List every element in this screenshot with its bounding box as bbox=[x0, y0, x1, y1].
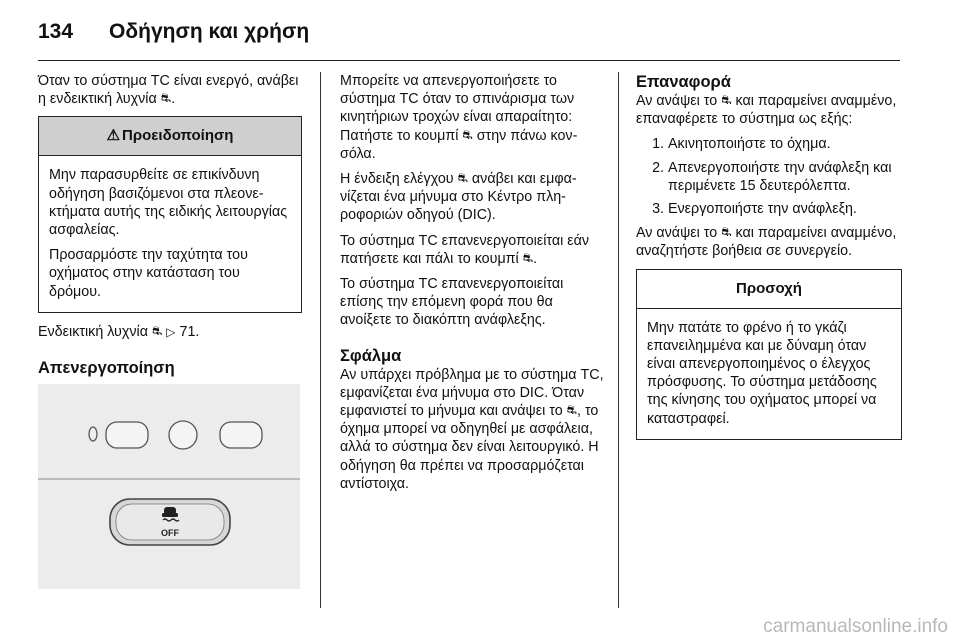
list-item: 3. Ενεργοποιήστε την ανάφλεξη. bbox=[668, 200, 902, 218]
page-title: Οδήγηση και χρήση bbox=[109, 20, 310, 43]
reset-paragraph: Αν ανάψει το ⛐ και παραμείνει αναμμένο, επαναφέρετε το σύστημα ως εξής: bbox=[636, 93, 897, 128]
indicator-light-icon bbox=[89, 427, 97, 441]
warning-triangle-icon: ⚠ bbox=[106, 127, 121, 145]
traction-control-off-icon: ⛐ bbox=[457, 171, 468, 186]
page-number: 134 bbox=[38, 20, 74, 43]
traction-control-icon: ⛐ bbox=[151, 323, 163, 338]
console-button-icon bbox=[220, 422, 262, 448]
warning-paragraph-2: Προσαρμόστε την ταχύτητα του οχήματος στην κατάσταση του δρόμου. bbox=[49, 247, 248, 300]
intro-paragraph: Όταν το σύστημα TC είναι ενεργό, ανάβει η ενδεικτική λυχνία ⛐. bbox=[38, 73, 299, 108]
list-item: 1. Ακινητοποιήστε το όχημα. bbox=[668, 135, 902, 153]
console-round-button-icon bbox=[169, 421, 197, 449]
caution-box-body bbox=[637, 309, 901, 439]
column-middle bbox=[340, 72, 604, 500]
traction-control-icon: ⛐ bbox=[721, 93, 732, 107]
section-heading-reset: Επαναφορά bbox=[636, 73, 731, 91]
reference-arrow-icon: ▷ bbox=[166, 324, 176, 339]
caution-paragraph: Μην πατάτε το φρένο ή το γκάζι επανειλημμένα και με δύναμη όταν είναι απενεργοποιημένος ο έλεγχος πρόσφυσης. Το σύστημα μετάδοσης της κίνησης του οχήματος μπορεί να καταστραφεί. bbox=[647, 319, 877, 427]
tc-off-button-label: OFF bbox=[161, 528, 179, 538]
traction-control-icon: ⛐ bbox=[566, 403, 577, 418]
caution-box-header bbox=[637, 270, 901, 309]
traction-control-icon: ⛐ bbox=[721, 225, 732, 240]
warning-box bbox=[38, 116, 302, 312]
warning-box-body bbox=[39, 156, 301, 311]
caution-title: Προσοχή bbox=[736, 279, 802, 297]
section-heading-deactivation: Απενεργοποίηση bbox=[38, 359, 175, 378]
indicator-paragraph: Η ένδειξη ελέγχου ⛐ ανάβει και εμφανίζεται ένα μήνυμα στο Κέντρο πληροφοριών οδηγού (DIC). bbox=[340, 171, 577, 224]
column-divider bbox=[618, 72, 619, 608]
error-paragraph: Αν υπάρχει πρόβλημα με το σύστημα TC, εμφανίζεται ένα μήνυμα στο DIC. Όταν εμφανιστεί το μήνυμα και ανάψει το ⛐, το όχημα μπορεί να οδηγηθεί με ασφάλεια, αλλά το σύστημα δεν είναι λειτουργικό. Η οδήγηση θα πρέπει να προσαρμόζεται αντίστοιχα. bbox=[340, 366, 604, 492]
watermark: carmanualsonline.info bbox=[763, 616, 948, 637]
console-button-icon bbox=[106, 422, 148, 448]
column-left bbox=[38, 72, 302, 377]
caution-box bbox=[636, 269, 902, 440]
column-right bbox=[636, 72, 902, 450]
warning-box-header bbox=[39, 117, 301, 156]
deactivation-paragraph: Μπορείτε να απενεργοποιήσετε το σύστημα TC όταν το σπινάρισμα των κινητήριων τροχών είναι απαραίτητο: Πατήστε το κουμπί ⛐ στην πάνω κονσόλα. bbox=[340, 73, 578, 162]
reset-steps-list bbox=[636, 135, 902, 218]
traction-control-icon: ⛐ bbox=[462, 127, 473, 142]
section-heading-error: Σφάλμα bbox=[340, 346, 402, 365]
traction-control-icon: ⛐ bbox=[522, 250, 534, 265]
column-divider bbox=[320, 72, 321, 608]
page-reference-link[interactable]: 71. bbox=[179, 323, 200, 340]
list-item: 2. Απενεργοποιήστε την ανάφλεξη και περιμένετε 15 δευτερόλεπτα. bbox=[668, 159, 902, 195]
indicator-reference: Ενδεικτική λυχνία ⛐ ▷ 71. bbox=[38, 323, 200, 340]
console-illustration bbox=[38, 384, 300, 589]
warning-paragraph-1: Μην παρασυρθείτε σε επικίνδυνη οδήγηση βασιζόμενοι στα πλεονεκτήματα αυτής της ειδικής λειτουργίας ασφαλείας. bbox=[49, 167, 288, 239]
reactivation-paragraph: Το σύστημα TC επανενεργοποιείται εάν πατήσετε και πάλι το κουμπί ⛐. bbox=[340, 232, 590, 267]
service-paragraph: Αν ανάψει το ⛐ και παραμείνει αναμμένο, αναζητήστε βοήθεια σε συνεργείο. bbox=[636, 225, 897, 260]
page-header bbox=[38, 12, 309, 52]
ignition-paragraph: Το σύστημα TC επανενεργοποιείται επίσης την επόμενη φορά που θα ανοίξετε το διακόπτη ανάφλεξης. bbox=[340, 276, 564, 329]
header-divider bbox=[38, 60, 900, 61]
traction-control-icon: ⛐ bbox=[160, 91, 172, 106]
warning-title: Προειδοποίηση bbox=[122, 127, 234, 145]
